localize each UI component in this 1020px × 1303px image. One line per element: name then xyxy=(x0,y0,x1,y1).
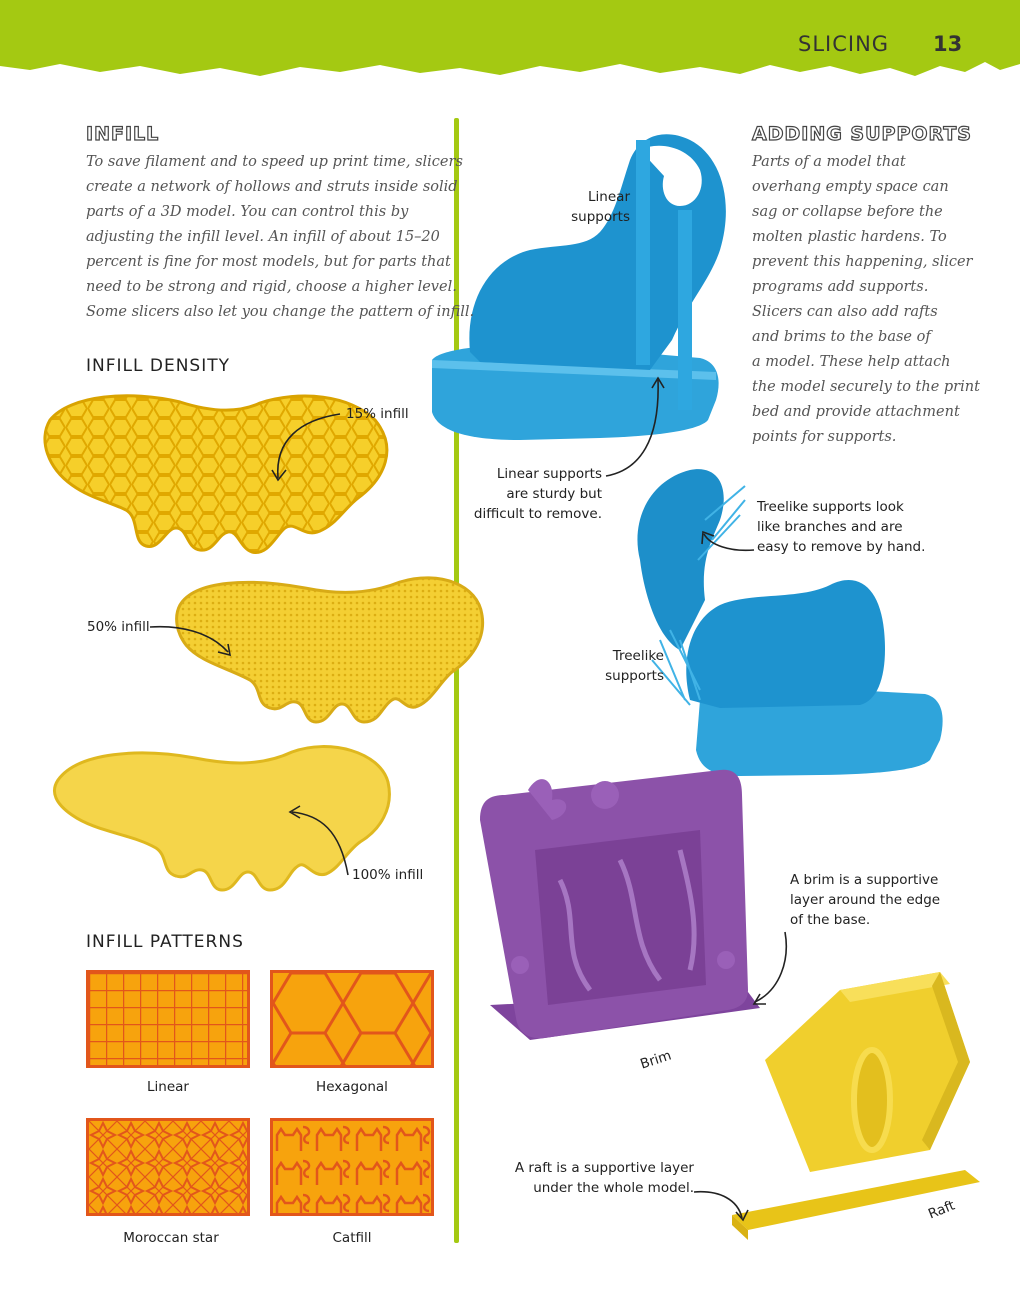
infill-body xyxy=(86,150,474,325)
pattern-linear-label: Linear xyxy=(147,1079,189,1095)
supports-heading: ADDING SUPPORTS xyxy=(752,123,972,145)
supports-line: a model. These help attach xyxy=(752,354,951,370)
infill-line: Some slicers also let you change the pattern of infill. xyxy=(86,304,475,320)
infill-density-heading: INFILL DENSITY xyxy=(86,356,230,376)
pattern-moroccan-label: Moroccan star xyxy=(123,1230,219,1246)
pattern-catfill-swatch xyxy=(270,1118,434,1216)
infill-patterns-heading: INFILL PATTERNS xyxy=(86,932,244,952)
treelike-supports-label: Treelike supports xyxy=(605,648,664,684)
label-15-infill: 15% infill xyxy=(346,406,409,422)
raft-label: Raft xyxy=(925,1197,958,1223)
pattern-hexagonal-swatch xyxy=(270,970,434,1068)
infill-line: percent is fine for most models, but for parts that xyxy=(86,254,451,270)
infill-line: adjusting the infill level. An infill of about 15–20 xyxy=(86,229,440,245)
infill-15-model xyxy=(45,396,387,553)
supports-line: Parts of a model that xyxy=(752,154,906,170)
supports-line: prevent this happening, slicer xyxy=(752,254,973,270)
page-number: 13 xyxy=(933,32,963,56)
supports-body xyxy=(752,150,980,450)
raft-note: A raft is a supportive layer under the whole model. xyxy=(514,1160,694,1196)
linear-supports-note: Linear supports are sturdy but difficult to remove. xyxy=(473,466,602,522)
pattern-hexagonal-label: Hexagonal xyxy=(316,1079,388,1095)
supports-line: and brims to the base of xyxy=(752,329,931,345)
pattern-catfill-label: Catfill xyxy=(332,1230,372,1246)
brim-label: Brim xyxy=(638,1047,674,1073)
label-50-infill: 50% infill xyxy=(87,619,150,635)
supports-line: bed and provide attachment xyxy=(752,404,960,420)
treelike-supports-note: Treelike supports look like branches and are easy to remove by hand. xyxy=(757,499,926,555)
chapter-title: SLICING xyxy=(798,32,890,56)
supports-line: sag or collapse before the xyxy=(752,204,943,220)
supports-line: molten plastic hardens. To xyxy=(752,229,947,245)
infill-50-model xyxy=(177,578,483,722)
brim-note: A brim is a supportive layer around the edge of the base. xyxy=(790,872,941,928)
infill-100-model xyxy=(54,747,389,890)
infill-heading: INFILL xyxy=(86,123,160,145)
infill-line: create a network of hollows and struts inside solid xyxy=(86,179,458,195)
pattern-linear-swatch xyxy=(86,970,250,1068)
dinosaur-linear-supports xyxy=(432,134,726,440)
supports-line: the model securely to the print xyxy=(752,379,980,395)
linear-supports-label: Linear supports xyxy=(571,189,630,225)
label-100-infill: 100% infill xyxy=(352,867,424,883)
pattern-moroccan-swatch xyxy=(86,1118,250,1216)
supports-line: points for supports. xyxy=(752,429,897,445)
supports-line: Slicers can also add rafts xyxy=(752,304,938,320)
supports-line: overhang empty space can xyxy=(752,179,949,195)
infill-line: parts of a 3D model. You can control this by xyxy=(86,204,409,220)
supports-line: programs add supports. xyxy=(752,279,929,295)
infill-line: need to be strong and rigid, choose a higher level. xyxy=(86,279,457,295)
infill-line: To save filament and to speed up print time, slicers xyxy=(86,154,463,170)
photo-frame-brim-model xyxy=(480,770,760,1040)
